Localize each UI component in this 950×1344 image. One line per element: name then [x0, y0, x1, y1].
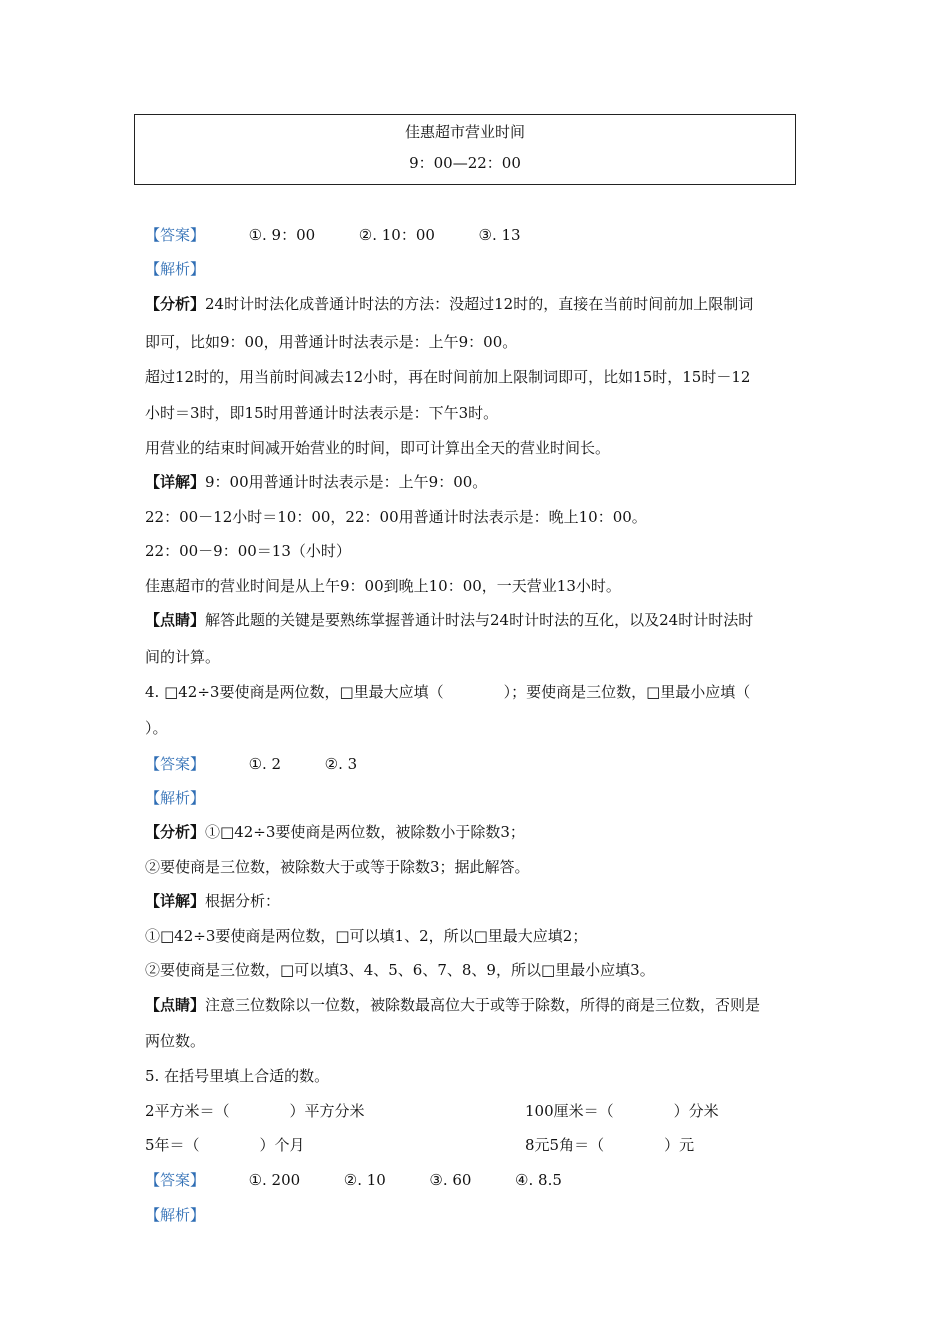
answer-item: ②. 3	[324, 755, 358, 773]
answer-item: ④. 8.5	[515, 1171, 562, 1189]
paragraph-text: 根据分析：	[205, 892, 281, 910]
paragraph-text: ①□42÷3要使商是两位数，被除数小于除数3；	[205, 823, 525, 841]
paragraph-text: ②要使商是三位数，□可以填3、4、5、6、7、8、9，所以□里最小应填3。	[145, 961, 655, 979]
paragraph-text: 间的计算。	[145, 648, 221, 666]
notice-title: 佳惠超市营业时间	[404, 123, 525, 141]
business-hours-box	[134, 114, 796, 185]
analysis-tag: 【解析】	[145, 789, 206, 807]
question-4: 4. □42÷3要使商是两位数，□里最大应填（ ）；要使商是三位数，□里最小应填（	[145, 683, 751, 701]
paragraph-text: 22：00－9：00＝13（小时）	[145, 542, 351, 560]
notice-hours: 9：00—22：00	[409, 154, 521, 172]
paragraph-text: 超过12时的，用当前时间减去12小时，再在时间前加上限制词即可，比如15时，15时－12	[145, 368, 751, 386]
fenxi-tag: 【分析】	[145, 295, 206, 313]
xiangjie-tag: 【详解】	[145, 892, 206, 910]
paragraph-text: 小时＝3时，即15时用普通计时法表示是：下午3时。	[145, 404, 499, 422]
fill-item: 8元5角＝（ ）元	[525, 1136, 695, 1154]
paragraph-text: 两位数。	[145, 1032, 206, 1050]
paragraph-text: ①□42÷3要使商是两位数，□可以填1、2，所以□里最大应填2；	[145, 927, 588, 945]
paragraph-text: 解答此题的关键是要熟练掌握普通计时法与24时计时法的互化，以及24时计时法时	[205, 611, 754, 629]
q3-dianjing-line	[145, 610, 753, 630]
paragraph-text: 即可，比如9：00，用普通计时法表示是：上午9：00。	[145, 333, 518, 351]
answer-tag: 【答案】	[145, 226, 206, 244]
analysis-tag: 【解析】	[145, 1206, 206, 1224]
answer-item: ③. 13	[478, 226, 521, 244]
fill-item: 5年＝（ ）个月	[145, 1136, 305, 1154]
question-4-cont: ）。	[145, 719, 168, 737]
q4-xiangjie-line	[145, 891, 280, 911]
paragraph-text: 用营业的结束时间减开始营业的时间，即可计算出全天的营业时间长。	[145, 439, 611, 457]
q4-dianjing-line	[145, 995, 760, 1015]
dianjing-tag: 【点睛】	[145, 611, 206, 629]
paragraph-text: 22：00－12小时＝10：00，22：00用普通计时法表示是：晚上10：00。	[145, 508, 647, 526]
dianjing-tag: 【点睛】	[145, 996, 206, 1014]
answer-tag: 【答案】	[145, 755, 206, 773]
question-5: 5. 在括号里填上合适的数。	[145, 1067, 330, 1085]
xiangjie-tag: 【详解】	[145, 473, 206, 491]
fenxi-tag: 【分析】	[145, 823, 206, 841]
fill-item: 2平方米＝（ ）平方分米	[145, 1102, 365, 1120]
paragraph-text: 24时计时法化成普通计时法的方法：没超过12时的，直接在当前时间前加上限制词	[205, 295, 754, 313]
fill-item: 100厘米＝（ ）分米	[525, 1102, 719, 1120]
paragraph-text: 佳惠超市的营业时间是从上午9：00到晚上10：00，一天营业13小时。	[145, 577, 621, 595]
paragraph-text: 注意三位数除以一位数，被除数最高位大于或等于除数，所得的商是三位数，否则是	[205, 996, 761, 1014]
q4-fenxi-line	[145, 822, 525, 842]
answer-item: ②. 10	[343, 1171, 386, 1189]
q3-xiangjie-line	[145, 472, 487, 492]
answer-item: ①. 9：00	[248, 226, 316, 244]
answer-tag: 【答案】	[145, 1171, 206, 1189]
q5-answer-line	[145, 1170, 562, 1190]
answer-item: ①. 2	[248, 755, 282, 773]
answer-item: ①. 200	[248, 1171, 301, 1189]
q4-answer-line	[145, 754, 357, 774]
q3-answer-line	[145, 225, 521, 245]
answer-item: ③. 60	[429, 1171, 472, 1189]
analysis-tag: 【解析】	[145, 260, 206, 278]
paragraph-text: 9：00用普通计时法表示是：上午9：00。	[205, 473, 488, 491]
answer-item: ②. 10：00	[358, 226, 435, 244]
paragraph-text: ②要使商是三位数，被除数大于或等于除数3；据此解答。	[145, 858, 530, 876]
q3-fenxi-line	[145, 294, 753, 314]
